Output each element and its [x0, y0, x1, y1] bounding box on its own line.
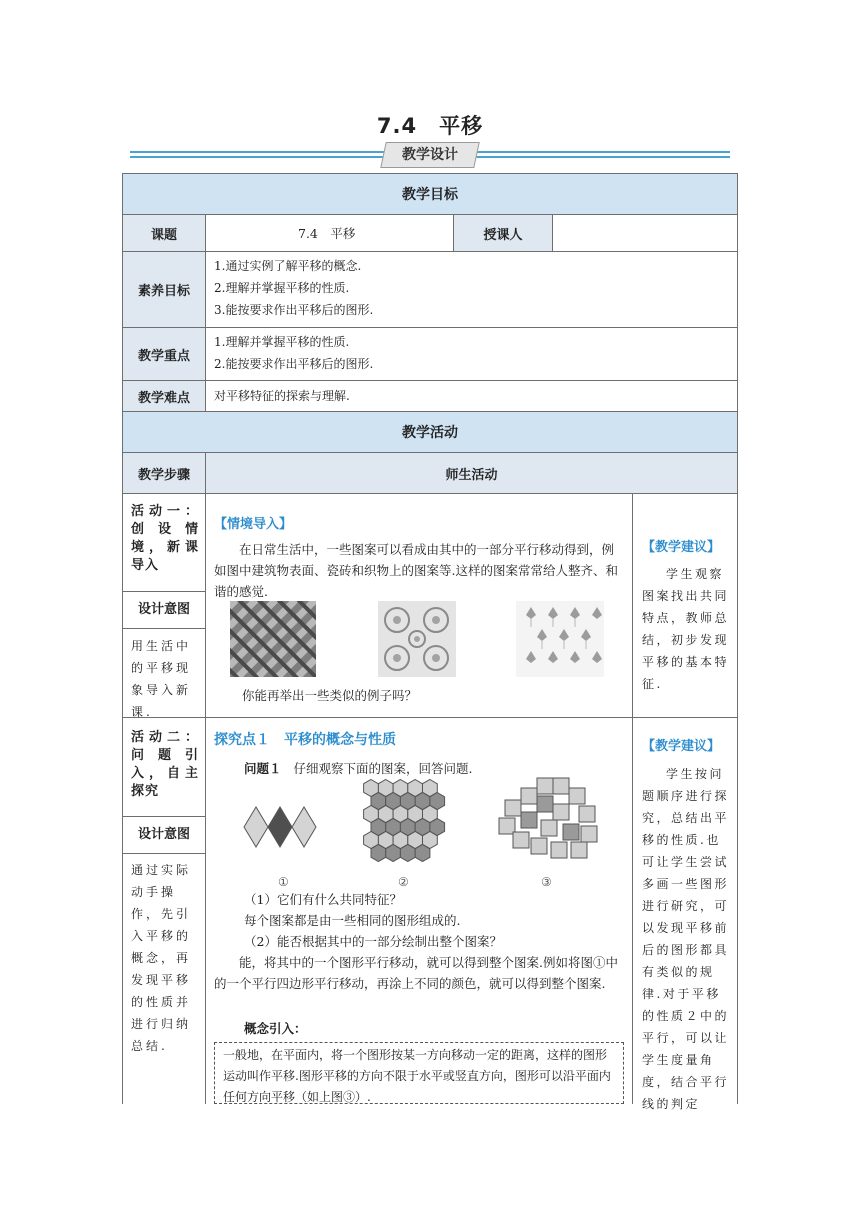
answer-2: 能，将其中的一个图形平行移动，就可以得到整个图案.例如将图①中的一个平行四边形平行移动，再涂上不同的颜色，就可以得到整个图案. — [214, 955, 618, 991]
square-tile — [553, 804, 569, 820]
situation-paragraph: 在日常生活中，一些图案可以看成由其中的一部分平行移动得到，例如图中建筑物表面、瓷砖和织物上的图案等.这样的图案常常给人整齐、和谐的感觉. — [214, 542, 618, 599]
hexagon-tile — [400, 845, 415, 862]
square-tile — [551, 842, 567, 858]
figure-3-squares — [497, 776, 599, 860]
square-tile — [521, 788, 537, 804]
literacy-item: 3.能按要求作出平移后的图形. — [214, 303, 374, 317]
square-tile — [537, 778, 553, 794]
literacy-items — [205, 251, 738, 328]
square-tile — [513, 832, 529, 848]
hexagon-tile — [371, 845, 386, 862]
concept-definition-box — [214, 1042, 624, 1104]
square-tile — [569, 788, 585, 804]
example-question: 你能再举出一些类似的例子吗？ — [242, 688, 418, 703]
figure-1-label: ① — [278, 875, 289, 889]
activities-header: 教学活动 — [122, 411, 738, 453]
teacher-value — [552, 214, 738, 252]
square-tile — [581, 826, 597, 842]
teacher-student-label: 师生活动 — [205, 452, 738, 494]
literacy-label: 素养目标 — [122, 251, 206, 328]
hexagon-tile — [386, 845, 401, 862]
concept-label: 概念引入： — [244, 1021, 307, 1036]
fabric-pattern-image — [516, 601, 604, 677]
section-banner — [380, 142, 480, 168]
figure-2-hexagons — [359, 778, 451, 862]
activity1-suggestion-title: 【教学建议】 — [642, 540, 721, 555]
activity2-intent-text: 通过实际动手操作，先引入平移的概念，再发现平移的性质并进行归纳总结. — [131, 863, 192, 1053]
problem-text: 仔细观察下面的图案，回答问题. — [293, 761, 473, 776]
section-banner-label: 教学设计 — [402, 147, 458, 163]
figure-1-parallelograms — [244, 806, 318, 848]
page-title: 7.4 平移 — [376, 114, 484, 138]
question-1: （1）它们有什么共同特征？ — [244, 892, 402, 907]
steps-label: 教学步骤 — [122, 452, 206, 494]
square-tile — [521, 812, 537, 828]
square-tile — [531, 838, 547, 854]
square-tile — [563, 824, 579, 840]
activity1-intent-label: 设计意图 — [122, 591, 206, 629]
square-tile — [579, 806, 595, 822]
key-point-item: 2.能按要求作出平移后的图形. — [214, 357, 374, 371]
answer-1: 每个图案都是由一些相同的图形组成的. — [244, 913, 461, 928]
activity2-label: 活动二：问题引入，自主探究 — [131, 730, 199, 799]
figure-2-label: ② — [398, 875, 409, 889]
topic-value — [205, 214, 454, 252]
square-tile — [571, 842, 587, 858]
tile-pattern-image — [378, 601, 456, 677]
goals-header: 教学目标 — [122, 173, 738, 215]
literacy-item: 2.理解并掌握平移的性质. — [214, 281, 350, 295]
problem-line — [244, 758, 473, 779]
teacher-label: 授课人 — [453, 214, 553, 252]
square-tile — [537, 796, 553, 812]
activity2-suggestion-title: 【教学建议】 — [642, 739, 721, 754]
activity1-label: 活动一：创设情境，新课导入 — [131, 504, 199, 573]
difficulty-label: 教学难点 — [122, 380, 206, 412]
explore-point-title: 探究点１ 平移的概念与性质 — [214, 732, 396, 748]
lesson-table — [122, 173, 738, 1111]
key-points-items — [205, 327, 738, 381]
concept-definition-text: 一般地，在平面内，将一个图形按某一方向移动一定的距离，这样的图形运动叫作平移.图形平移的方向不限于水平或竖直方向，图形可以沿平面内任何方向平移（如上图③）. — [223, 1048, 611, 1104]
square-tile — [505, 800, 521, 816]
problem-label: 问题１ — [244, 761, 282, 776]
square-tile — [553, 778, 569, 794]
topic-label: 课题 — [122, 214, 206, 252]
situation-tag: 【情境导入】 — [214, 517, 293, 532]
difficulty-value: 对平移特征的探索与理解. — [205, 380, 738, 412]
activity1-intent-text: 用生活中的平移现象导入新课. — [131, 639, 192, 719]
figure-3-label: ③ — [541, 875, 552, 889]
question-2: （2）能否根据其中的一部分绘制出整个图案？ — [244, 934, 502, 949]
brick-pattern-image — [230, 601, 316, 677]
activity2-intent-label: 设计意图 — [122, 816, 206, 854]
key-point-item: 1.理解并掌握平移的性质. — [214, 335, 350, 349]
literacy-item: 1.通过实例了解平移的概念. — [214, 259, 362, 273]
topic-text: 7.4 平移 — [298, 226, 356, 241]
activity1-suggestion-text: 学生观察图案找出共同特点，教师总结，初步发现平移的基本特征. — [642, 567, 730, 691]
key-points-label: 教学重点 — [122, 327, 206, 381]
hexagon-tile — [415, 845, 430, 862]
square-tile — [541, 820, 557, 836]
activity2-suggestion-text: 学生按问题顺序进行探究，总结出平移的性质.也可让学生尝试多画一些图形进行研究，可以发现平移前后的图形都具有类似的规律.对于平移的性质２中的平行，可以让学生度量角度，结合平行线的判定 — [642, 767, 730, 1111]
